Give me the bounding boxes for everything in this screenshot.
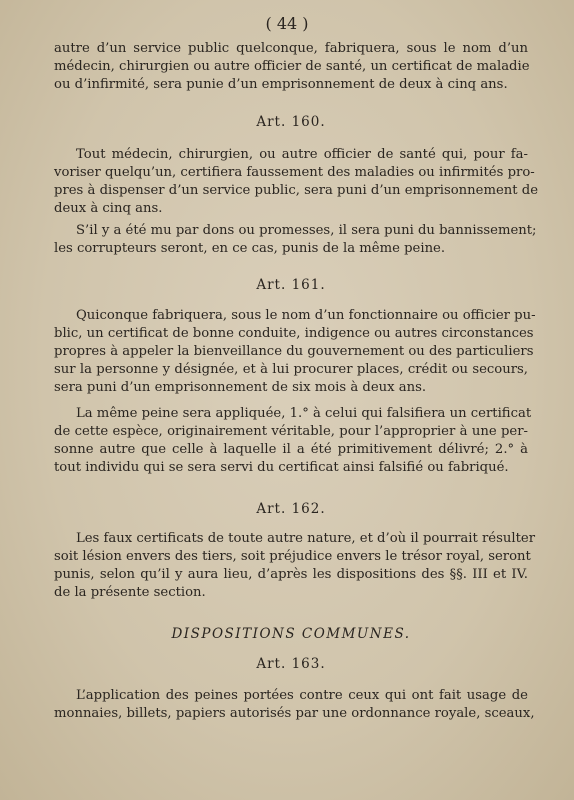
- text-line: soit lésion envers des tiers, soit préjudice envers le trésor royal, seront: [54, 549, 531, 564]
- text-line: ou d’infirmité, sera punie d’un emprisonnement de deux à cinq ans.: [54, 77, 508, 92]
- text-line: Tout médecin, chirurgien, ou autre officier de santé qui, pour fa-: [76, 147, 528, 162]
- text-line: autre d’un service public quelconque, fabriquera, sous le nom d’un: [54, 41, 528, 56]
- text-line: L’application des peines portées contre ceux qui ont fait usage de: [76, 688, 528, 703]
- paragraph-art162: [54, 530, 535, 602]
- paragraph-art160: [54, 146, 539, 218]
- text-line: de la présente section.: [54, 585, 206, 600]
- text-line: tout individu qui se sera servi du certificat ainsi falsifié ou fabriqué.: [54, 460, 509, 475]
- paragraph-art163: [54, 687, 535, 723]
- text-line: les corrupteurs seront, en ce cas, punis de la même peine.: [54, 241, 446, 256]
- text-line: Quiconque fabriquera, sous le nom d’un fonctionnaire ou officier pu-: [76, 308, 536, 323]
- page-number: ( 44 ): [265, 14, 309, 33]
- article-heading-163: Art. 163.: [256, 656, 326, 672]
- text-line: sonne autre que celle à laquelle il a été primitivement délivré; 2.° à: [54, 442, 528, 457]
- text-line: sur la personne y désignée, et à lui procurer places, crédit ou secours,: [54, 362, 528, 377]
- text-line: La même peine sera appliquée, 1.° à celui qui falsifiera un certificat: [76, 406, 532, 421]
- text-line: deux à cinq ans.: [54, 201, 163, 216]
- text-line: punis, selon qu’il y aura lieu, d’après les dispositions des §§. III et IV.: [54, 567, 528, 582]
- text-line: blic, un certificat de bonne conduite, indigence ou autres circonstances: [54, 326, 534, 341]
- text-line: pres à dispenser d’un service public, sera puni d’un emprisonnement de: [54, 183, 539, 198]
- text-line: propres à appeler la bienveillance du gouvernement ou des particuliers: [54, 344, 534, 359]
- article-heading-161: Art. 161.: [256, 277, 326, 293]
- paragraph-art160-b: [54, 222, 537, 258]
- text-line: Les faux certificats de toute autre nature, et d’où il pourrait résulter: [76, 531, 535, 546]
- text-line: sera puni d’un emprisonnement de six mois à deux ans.: [54, 380, 427, 395]
- paragraph-art161: [54, 307, 536, 397]
- paragraph-continuation: [54, 40, 528, 94]
- article-heading-160: Art. 160.: [256, 114, 326, 130]
- text-line: monnaies, billets, papiers autorisés par une ordonnance royale, sceaux,: [54, 706, 535, 721]
- article-heading-162: Art. 162.: [256, 501, 326, 517]
- text-line: médecin, chirurgien ou autre officier de santé, un certificat de maladie: [54, 59, 530, 74]
- text-line: voriser quelqu’un, certifiera faussement des maladies ou infirmités pro-: [54, 165, 535, 180]
- text-line: S’il y a été mu par dons ou promesses, il sera puni du bannissement;: [76, 223, 537, 238]
- text-line: de cette espèce, originairement véritable, pour l’approprier à une per-: [54, 424, 528, 439]
- paragraph-art161-b: [54, 405, 532, 477]
- section-heading-dispositions: DISPOSITIONS COMMUNES.: [171, 626, 411, 642]
